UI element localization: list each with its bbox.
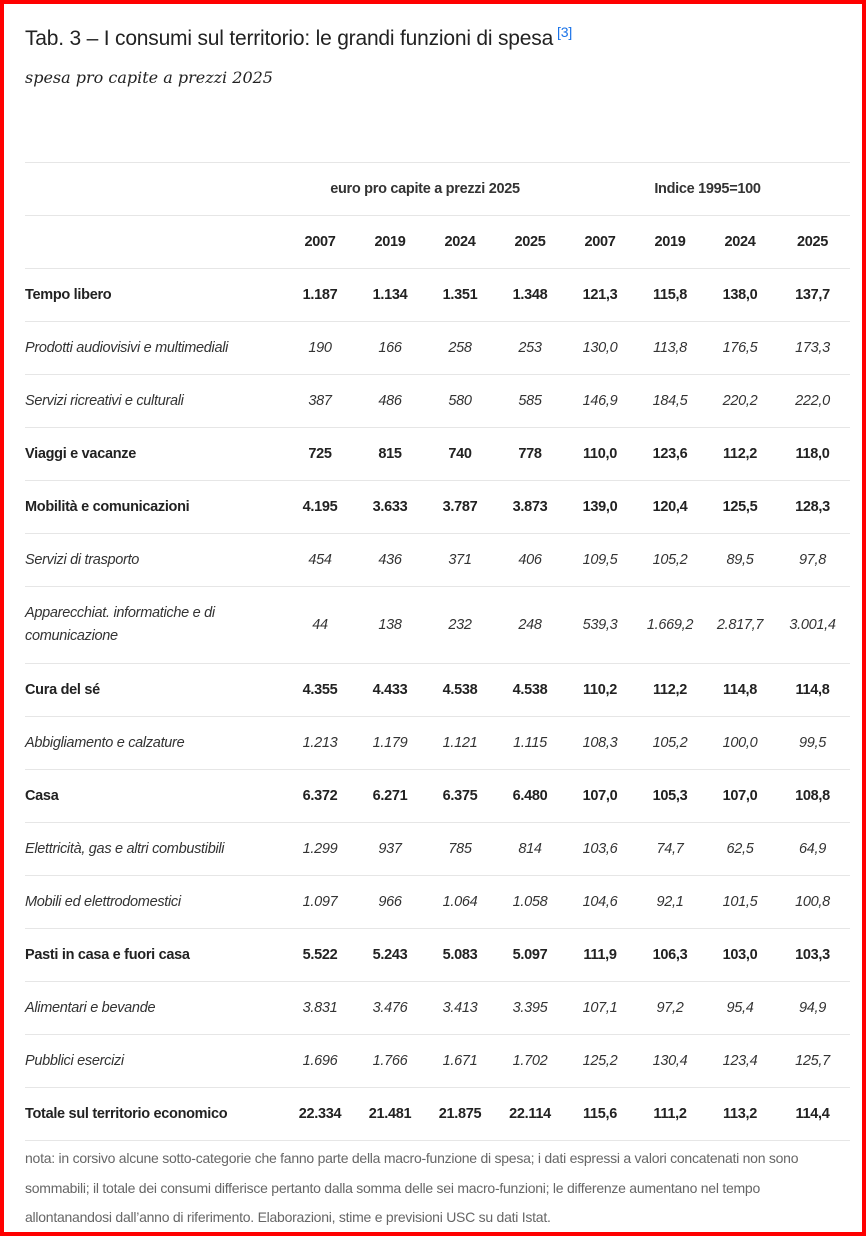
- row-value: 580: [425, 375, 495, 428]
- row-value: 387: [285, 375, 355, 428]
- table-title: [25, 24, 572, 51]
- row-value: 107,0: [565, 770, 635, 823]
- row-value: 97,2: [635, 982, 705, 1035]
- row-value: 112,2: [635, 664, 705, 717]
- row-value: 22.334: [285, 1088, 355, 1141]
- group-header-row: [25, 163, 850, 216]
- table-row: [25, 481, 850, 534]
- row-value: 94,9: [775, 982, 850, 1035]
- row-value: 105,2: [635, 717, 705, 770]
- row-value: 121,3: [565, 269, 635, 322]
- row-value: 1.299: [285, 823, 355, 876]
- row-value: 100,0: [705, 717, 775, 770]
- row-value: 113,8: [635, 322, 705, 375]
- row-value: 248: [495, 587, 565, 664]
- row-value: 4.538: [425, 664, 495, 717]
- row-value: 138: [355, 587, 425, 664]
- row-value: 436: [355, 534, 425, 587]
- year-header: 2007: [565, 216, 635, 269]
- row-value: 1.351: [425, 269, 495, 322]
- row-value: 111,9: [565, 929, 635, 982]
- year-header: 2024: [425, 216, 495, 269]
- group-header-empty: [25, 163, 285, 216]
- row-label: Viaggi e vacanze: [25, 428, 285, 481]
- row-value: 1.669,2: [635, 587, 705, 664]
- table-body: [25, 269, 850, 1141]
- table-note: nota: in corsivo alcune sotto-categorie che fanno parte della macro-funzione di spesa; i dati espressi a valori concatenati non sono sommabili; il totale dei consumi differisce pertanto dalla somma delle sei macro-funzioni; le differenze aumentano nel tempo allontanandosi dall’anno di riferimento. Elaborazioni, stime e previsioni USC su dati Istat.: [25, 1150, 799, 1225]
- row-label: Pubblici esercizi: [25, 1035, 285, 1088]
- row-value: 108,8: [775, 770, 850, 823]
- row-value: 1.179: [355, 717, 425, 770]
- row-value: 106,3: [635, 929, 705, 982]
- row-value: 1.097: [285, 876, 355, 929]
- row-value: 123,4: [705, 1035, 775, 1088]
- group-header-index: Indice 1995=100: [565, 163, 850, 216]
- row-label: Prodotti audiovisivi e multimediali: [25, 322, 285, 375]
- table-row: [25, 876, 850, 929]
- year-header: 2024: [705, 216, 775, 269]
- row-value: 3.787: [425, 481, 495, 534]
- row-value: 97,8: [775, 534, 850, 587]
- row-value: 128,3: [775, 481, 850, 534]
- row-value: 115,6: [565, 1088, 635, 1141]
- row-value: 3.395: [495, 982, 565, 1035]
- row-value: 100,8: [775, 876, 850, 929]
- row-value: 103,3: [775, 929, 850, 982]
- row-value: 5.243: [355, 929, 425, 982]
- row-value: 253: [495, 322, 565, 375]
- row-value: 105,3: [635, 770, 705, 823]
- row-label: Abbigliamento e calzature: [25, 717, 285, 770]
- row-value: 130,0: [565, 322, 635, 375]
- group-header-euro: euro pro capite a prezzi 2025: [285, 163, 565, 216]
- row-value: 1.696: [285, 1035, 355, 1088]
- row-value: 64,9: [775, 823, 850, 876]
- table-row: [25, 982, 850, 1035]
- row-value: 937: [355, 823, 425, 876]
- table-row: [25, 1088, 850, 1141]
- row-value: 130,4: [635, 1035, 705, 1088]
- row-value: 486: [355, 375, 425, 428]
- row-value: 3.001,4: [775, 587, 850, 664]
- row-value: 125,7: [775, 1035, 850, 1088]
- row-value: 92,1: [635, 876, 705, 929]
- row-value: 6.372: [285, 770, 355, 823]
- row-value: 62,5: [705, 823, 775, 876]
- row-value: 1.121: [425, 717, 495, 770]
- row-label: Pasti in casa e fuori casa: [25, 929, 285, 982]
- row-value: 740: [425, 428, 495, 481]
- row-value: 1.348: [495, 269, 565, 322]
- year-header: 2007: [285, 216, 355, 269]
- row-value: 778: [495, 428, 565, 481]
- row-value: 3.633: [355, 481, 425, 534]
- row-value: 146,9: [565, 375, 635, 428]
- row-value: 539,3: [565, 587, 635, 664]
- row-value: 125,2: [565, 1035, 635, 1088]
- row-value: 173,3: [775, 322, 850, 375]
- row-value: 6.375: [425, 770, 495, 823]
- row-value: 114,8: [705, 664, 775, 717]
- row-value: 138,0: [705, 269, 775, 322]
- row-value: 112,2: [705, 428, 775, 481]
- row-value: 5.083: [425, 929, 495, 982]
- row-value: 5.522: [285, 929, 355, 982]
- row-value: 21.875: [425, 1088, 495, 1141]
- row-value: 1.702: [495, 1035, 565, 1088]
- row-value: 113,2: [705, 1088, 775, 1141]
- row-value: 815: [355, 428, 425, 481]
- table-row: [25, 428, 850, 481]
- row-value: 1.671: [425, 1035, 495, 1088]
- table-row: [25, 717, 850, 770]
- row-value: 103,0: [705, 929, 775, 982]
- row-value: 99,5: [775, 717, 850, 770]
- table-row: [25, 269, 850, 322]
- row-value: 1.064: [425, 876, 495, 929]
- table-row: [25, 929, 850, 982]
- row-value: 3.831: [285, 982, 355, 1035]
- row-label: Apparecchiat. informatiche e di comunicazione: [25, 587, 285, 664]
- table-row: [25, 322, 850, 375]
- row-value: 4.355: [285, 664, 355, 717]
- row-value: 110,0: [565, 428, 635, 481]
- consumption-table: [25, 162, 850, 1141]
- row-label: Cura del sé: [25, 664, 285, 717]
- year-header-row: [25, 216, 850, 269]
- year-header: 2019: [635, 216, 705, 269]
- table-row: [25, 587, 850, 664]
- row-label: Servizi ricreativi e culturali: [25, 375, 285, 428]
- row-value: 6.271: [355, 770, 425, 823]
- row-value: 725: [285, 428, 355, 481]
- row-value: 166: [355, 322, 425, 375]
- table-row: [25, 823, 850, 876]
- row-value: 4.195: [285, 481, 355, 534]
- row-value: 115,8: [635, 269, 705, 322]
- row-value: 1.134: [355, 269, 425, 322]
- year-header-empty: [25, 216, 285, 269]
- row-value: 123,6: [635, 428, 705, 481]
- table-subtitle: spesa pro capite a prezzi 2025: [25, 68, 273, 87]
- row-value: 371: [425, 534, 495, 587]
- row-value: 176,5: [705, 322, 775, 375]
- row-label: Tempo libero: [25, 269, 285, 322]
- row-value: 21.481: [355, 1088, 425, 1141]
- row-value: 814: [495, 823, 565, 876]
- row-value: 3.476: [355, 982, 425, 1035]
- row-value: 1.766: [355, 1035, 425, 1088]
- row-value: 111,2: [635, 1088, 705, 1141]
- row-value: 105,2: [635, 534, 705, 587]
- row-value: 104,6: [565, 876, 635, 929]
- table-row: [25, 534, 850, 587]
- row-value: 137,7: [775, 269, 850, 322]
- row-value: 125,5: [705, 481, 775, 534]
- row-value: 1.115: [495, 717, 565, 770]
- row-value: 6.480: [495, 770, 565, 823]
- row-value: 95,4: [705, 982, 775, 1035]
- row-value: 110,2: [565, 664, 635, 717]
- table-row: [25, 664, 850, 717]
- year-header: 2025: [495, 216, 565, 269]
- row-value: 108,3: [565, 717, 635, 770]
- row-label: Mobilità e comunicazioni: [25, 481, 285, 534]
- row-value: 89,5: [705, 534, 775, 587]
- year-header: 2025: [775, 216, 850, 269]
- row-value: 785: [425, 823, 495, 876]
- row-value: 118,0: [775, 428, 850, 481]
- row-label: Elettricità, gas e altri combustibili: [25, 823, 285, 876]
- table-row: [25, 770, 850, 823]
- row-value: 222,0: [775, 375, 850, 428]
- table-row: [25, 1035, 850, 1088]
- row-label: Totale sul territorio economico: [25, 1088, 285, 1141]
- row-label: Mobili ed elettrodomestici: [25, 876, 285, 929]
- row-value: 4.538: [495, 664, 565, 717]
- row-value: 44: [285, 587, 355, 664]
- row-value: 5.097: [495, 929, 565, 982]
- row-value: 103,6: [565, 823, 635, 876]
- row-value: 585: [495, 375, 565, 428]
- row-value: 406: [495, 534, 565, 587]
- row-value: 220,2: [705, 375, 775, 428]
- row-value: 114,4: [775, 1088, 850, 1141]
- row-value: 22.114: [495, 1088, 565, 1141]
- row-label: Servizi di trasporto: [25, 534, 285, 587]
- row-value: 3.873: [495, 481, 565, 534]
- row-value: 3.413: [425, 982, 495, 1035]
- row-value: 1.187: [285, 269, 355, 322]
- row-value: 109,5: [565, 534, 635, 587]
- row-label: Alimentari e bevande: [25, 982, 285, 1035]
- year-header: 2019: [355, 216, 425, 269]
- row-value: 74,7: [635, 823, 705, 876]
- footnote-link[interactable]: [3]: [557, 24, 573, 40]
- row-value: 258: [425, 322, 495, 375]
- row-value: 114,8: [775, 664, 850, 717]
- row-value: 966: [355, 876, 425, 929]
- row-value: 184,5: [635, 375, 705, 428]
- row-value: 101,5: [705, 876, 775, 929]
- row-value: 1.058: [495, 876, 565, 929]
- row-value: 232: [425, 587, 495, 664]
- row-value: 190: [285, 322, 355, 375]
- row-value: 107,0: [705, 770, 775, 823]
- row-value: 2.817,7: [705, 587, 775, 664]
- row-value: 120,4: [635, 481, 705, 534]
- row-label: Casa: [25, 770, 285, 823]
- title-text: Tab. 3 – I consumi sul territorio: le grandi funzioni di spesa: [25, 27, 554, 50]
- row-value: 139,0: [565, 481, 635, 534]
- row-value: 1.213: [285, 717, 355, 770]
- row-value: 4.433: [355, 664, 425, 717]
- table-row: [25, 375, 850, 428]
- row-value: 454: [285, 534, 355, 587]
- row-value: 107,1: [565, 982, 635, 1035]
